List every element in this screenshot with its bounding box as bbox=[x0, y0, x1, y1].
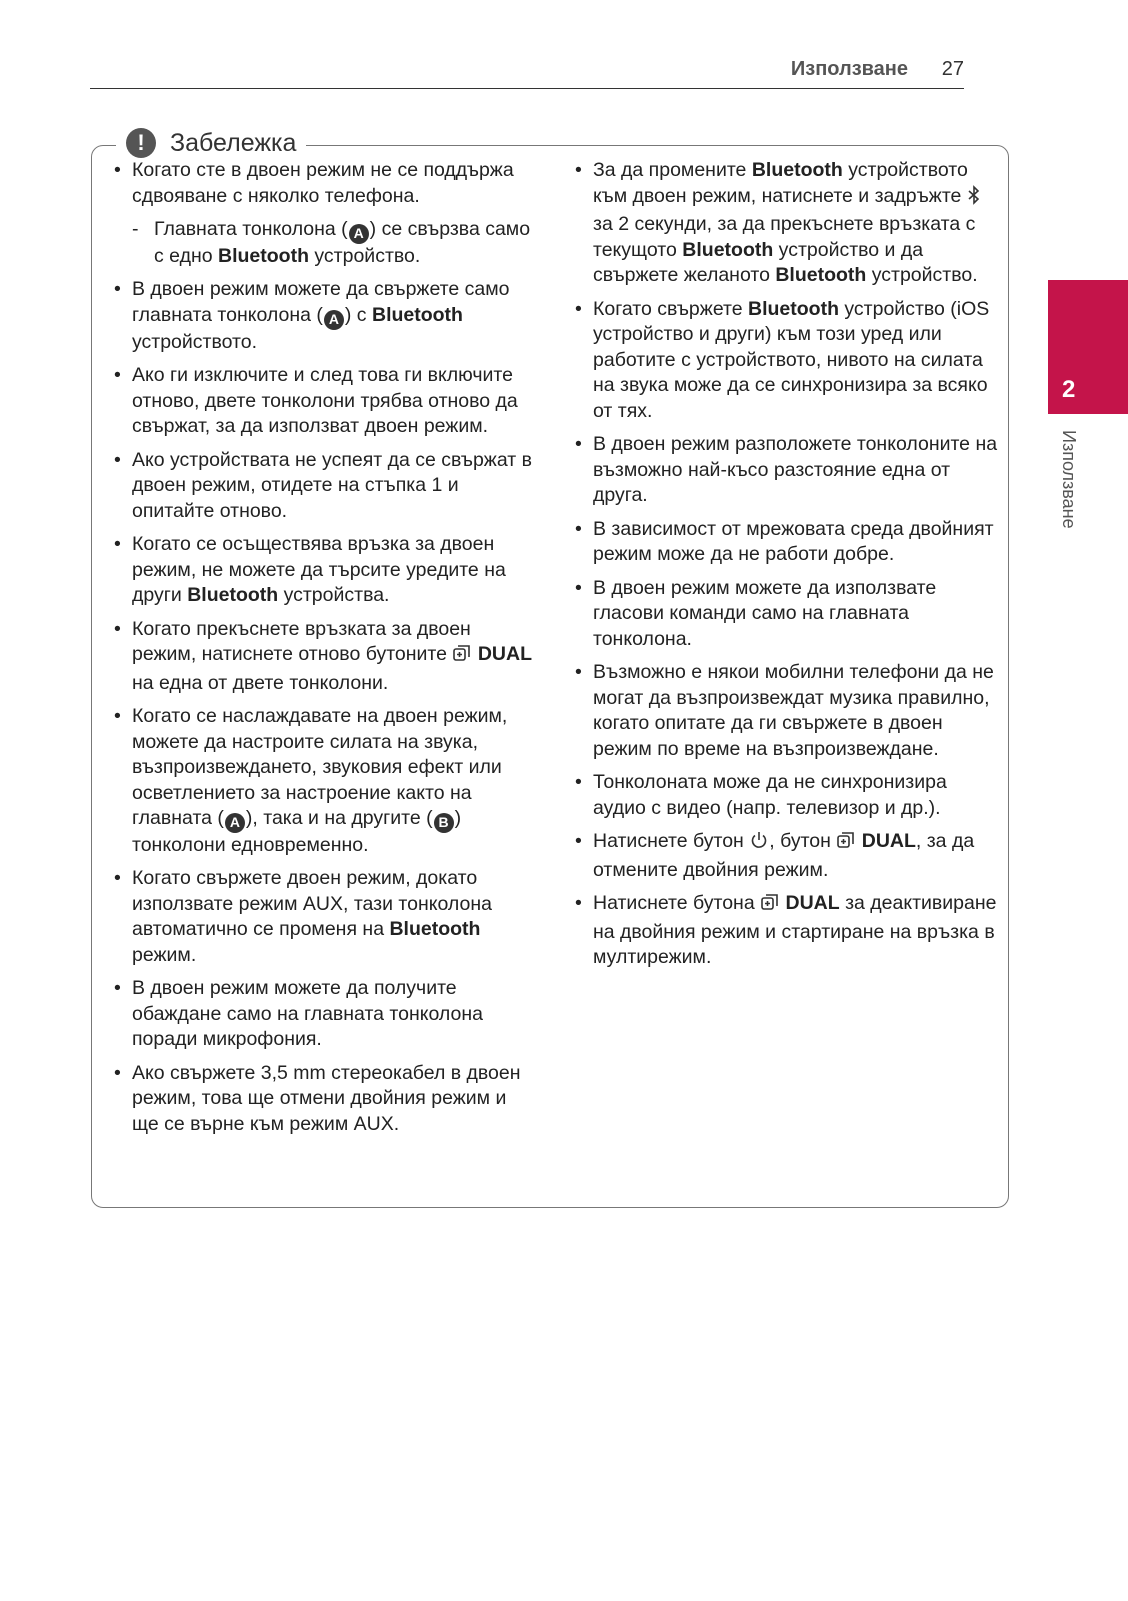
note-text: Когато се осъществява връзка за двоен режим, не можете да търсите уредите на други bbox=[132, 533, 506, 606]
bold-term: Bluetooth bbox=[218, 244, 309, 267]
bold-term: Bluetooth bbox=[748, 297, 839, 320]
note-column-left bbox=[108, 158, 534, 1145]
note-text: устройство. bbox=[866, 264, 978, 286]
note-list-item bbox=[569, 770, 1001, 821]
note-text: за 2 секунди, за да прекъснете връзката с текущото bbox=[593, 213, 976, 261]
note-text: В двоен режим можете да свържете само главната тонколона ( bbox=[132, 278, 510, 326]
note-text: Когато се наслаждавате на двоен режим, можете да настроите силата на звука, възпроизвеждането, звуковия ефект или осветлението за настроение както на главната ( bbox=[132, 705, 508, 829]
bold-term: Bluetooth bbox=[751, 159, 843, 181]
note-text: , за да отмените двойния режим. bbox=[593, 830, 975, 881]
bold-term: DUAL bbox=[856, 830, 916, 852]
note-text: ) тонколони едновременно. bbox=[132, 807, 462, 856]
note-text: ) се свързва само с едно bbox=[154, 218, 531, 267]
dual-icon bbox=[452, 643, 472, 671]
note-list-item bbox=[569, 891, 1001, 971]
note-text: за деактивиране на двойния режим и стартиране на връзка в мултирежим. bbox=[593, 892, 997, 968]
dual-icon bbox=[836, 830, 856, 858]
note-text: устройство и да свържете желаното bbox=[593, 238, 924, 286]
dual-icon bbox=[760, 892, 780, 920]
note-text: устройство. bbox=[308, 244, 421, 267]
note-text: ) с bbox=[344, 303, 372, 326]
note-text: Натиснете бутона bbox=[593, 892, 761, 914]
note-text: ), така и на другите ( bbox=[245, 807, 433, 829]
exclamation-icon: ! bbox=[126, 128, 156, 158]
note-title: Забележка bbox=[170, 128, 297, 157]
note-list-item bbox=[569, 576, 1001, 653]
note-text: Ако ги изключите и след това ги включите отново, двете тонколони трябва отново да свържат, за да използват двоен режим. bbox=[132, 364, 518, 437]
note-text: устройство (iOS устройство и други) към този уред или работите с устройството, нивото на силата на звука може да се синхронизира за всяко от тях. bbox=[593, 297, 990, 422]
note-text: устройства. bbox=[278, 584, 390, 606]
note-text: Ако свържете 3,5 mm стереокабел в двоен режим, това ще отмени двойния режим и ще се върне към режим AUX. bbox=[132, 1061, 521, 1135]
note-list-item bbox=[108, 448, 534, 525]
note-list-item bbox=[569, 660, 1001, 762]
speaker-a-badge: A bbox=[225, 813, 245, 833]
note-text: Когато сте в двоен режим не се поддържа сдвояване с няколко телефона. bbox=[132, 159, 514, 207]
note-text: За да промените bbox=[593, 159, 752, 181]
dash-marker: - bbox=[132, 218, 139, 240]
note-column-right bbox=[569, 158, 1001, 979]
bluetooth-icon bbox=[967, 185, 981, 213]
bold-term: DUAL bbox=[780, 892, 840, 914]
page-header bbox=[90, 52, 964, 89]
note-text: В двоен режим можете да получите обаждане само на главната тонколона поради микрофония. bbox=[132, 977, 483, 1051]
note-text: режим. bbox=[132, 943, 197, 966]
chapter-number: 2 bbox=[1062, 376, 1076, 403]
bold-term: Bluetooth bbox=[389, 918, 481, 941]
note-list-item bbox=[108, 704, 534, 858]
note-text: В двоен режим разположете тонколоните на възможно най-късо разстояние една от друга. bbox=[593, 433, 998, 506]
note-list-item bbox=[569, 517, 1001, 568]
bold-term: Bluetooth bbox=[371, 303, 463, 326]
note-text: Когато свържете двоен режим, докато използвате режим AUX, тази тонколона автоматично се променя на bbox=[132, 867, 492, 941]
note-list-item bbox=[108, 363, 534, 440]
header-section-title: Използване bbox=[790, 58, 908, 80]
note-list-right bbox=[569, 158, 1001, 971]
note-sub-item bbox=[132, 217, 534, 269]
note-list-item bbox=[108, 866, 534, 968]
power-icon bbox=[749, 830, 769, 858]
speaker-a-badge: A bbox=[324, 310, 344, 330]
note-list-item bbox=[569, 829, 1001, 883]
note-text: Натиснете бутон bbox=[593, 830, 750, 852]
bold-term: Bluetooth bbox=[187, 584, 279, 606]
note-list-item bbox=[108, 277, 534, 355]
page-number: 27 bbox=[941, 58, 964, 80]
bold-term: Bluetooth bbox=[682, 238, 774, 261]
note-text: Тонколоната може да не синхронизира аудио с видео (напр. телевизор и др.). bbox=[593, 771, 947, 819]
note-list-item bbox=[108, 617, 534, 697]
note-text: устройството. bbox=[132, 330, 258, 353]
note-text: на една от двете тонколони. bbox=[132, 671, 389, 694]
note-list-item bbox=[569, 297, 1001, 425]
bold-term: Bluetooth bbox=[775, 264, 867, 286]
note-text: Възможно е някои мобилни телефони да не могат да възпроизвеждат музика правилно, когато опитате да ги свържете в двоен режим по време на възпроизвеждане. bbox=[593, 661, 994, 760]
chapter-tab bbox=[1048, 280, 1128, 414]
note-text: В зависимост от мрежовата среда двойният режим може да не работи добре. bbox=[593, 517, 994, 565]
note-text: Когато прекъснете връзката за двоен режим, натиснете отново бутоните bbox=[132, 617, 471, 665]
speaker-a-badge: A bbox=[349, 224, 369, 244]
note-list-item bbox=[108, 976, 534, 1053]
note-text: , бутон bbox=[769, 830, 837, 852]
note-text: Главната тонколона ( bbox=[154, 218, 348, 240]
note-list-item bbox=[108, 1061, 534, 1138]
note-text: В двоен режим можете да използвате гласови команди само на главната тонколона. bbox=[593, 576, 937, 650]
note-text: устройството към двоен режим, натиснете и задръжте bbox=[593, 159, 968, 207]
note-list-item bbox=[108, 532, 534, 609]
chapter-label: Използване bbox=[1059, 430, 1079, 529]
note-list-item bbox=[569, 158, 1001, 289]
note-text: Ако устройствата не успеят да се свържат в двоен режим, отидете на стъпка 1 и опитайте отново. bbox=[132, 448, 532, 522]
note-list-item bbox=[569, 432, 1001, 509]
speaker-b-badge: B bbox=[434, 813, 454, 833]
note-list-left bbox=[108, 158, 534, 1137]
note-list-item bbox=[108, 158, 534, 269]
bold-term: DUAL bbox=[472, 643, 532, 665]
note-text: Когато свържете bbox=[593, 297, 748, 320]
